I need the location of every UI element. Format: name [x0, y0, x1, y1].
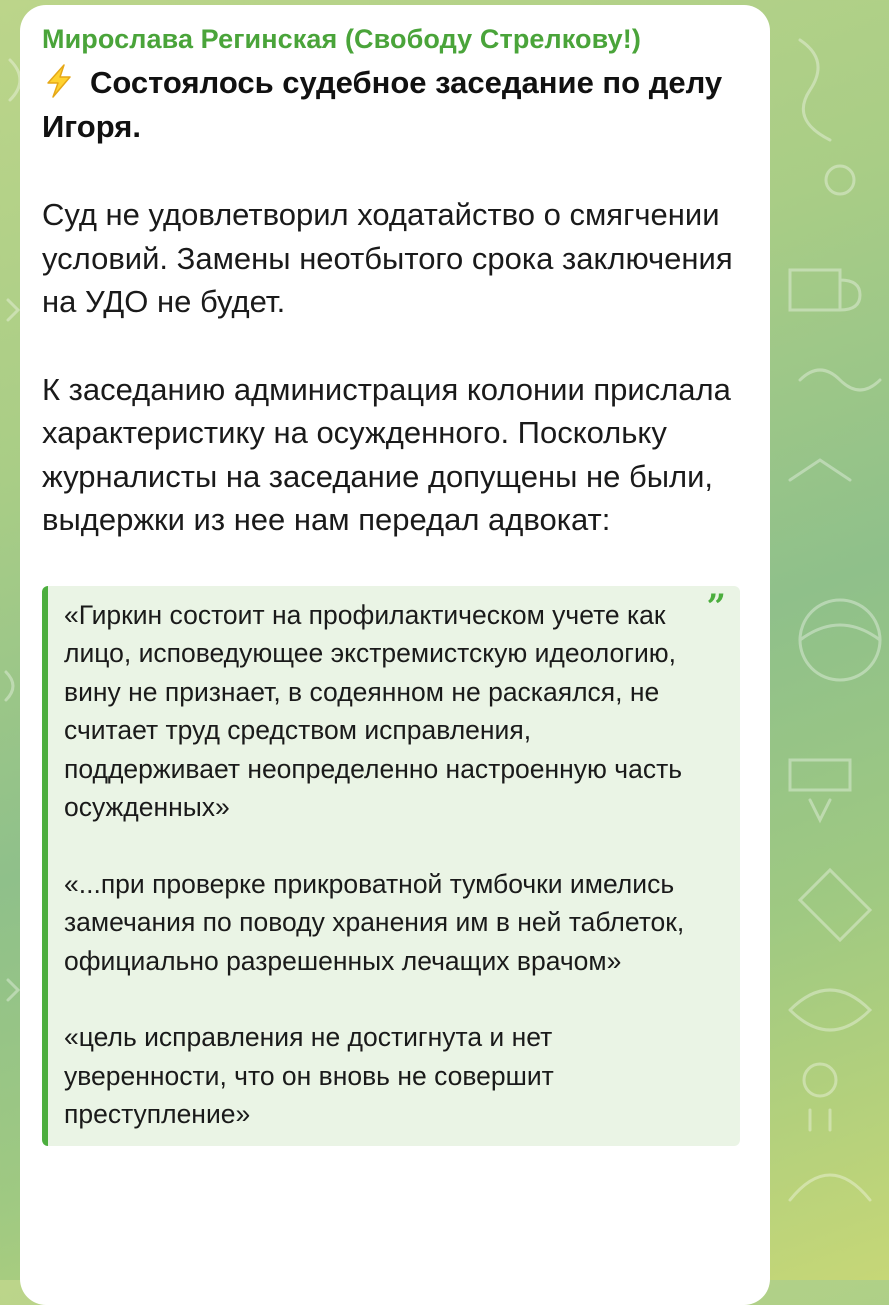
- message-paragraph-2: К заседанию администрация колонии прислала характеристику на осужденного. Поскольку журналисты на заседание допущены не были, выдержки из нее нам передал адвокат:: [42, 371, 731, 537]
- sender-name[interactable]: Мирослава Регинская (Свободу Стрелкову!): [42, 24, 641, 54]
- message-bubble[interactable]: [20, 5, 770, 1305]
- quote-paragraph-1: «Гиркин состоит на профилактическом учете как лицо, исповедующее экстремистскую идеологию, вину не признает, в содеянном не раскаялся, не считает труд средством исправления, поддерживает неопределенно настроенную часть осужденных»: [64, 599, 683, 822]
- lightning-icon: [42, 63, 76, 99]
- quote-icon: ”: [706, 586, 726, 627]
- blockquote: [42, 586, 740, 1146]
- message-paragraph-1: Суд не удовлетворил ходатайство о смягчении условий. Замены неотбытого срока заключения на УДО не будет.: [42, 197, 733, 319]
- message-headline: [42, 61, 746, 149]
- quote-paragraph-3: «цель исправления не достигнута и нет уверенности, что он вновь не совершит преступление»: [64, 1022, 554, 1129]
- headline-text: Состоялось судебное заседание по делу Игоря.: [42, 65, 723, 144]
- quote-paragraph-2: «...при проверке прикроватной тумбочки имелись замечания по поводу хранения им в ней таблеток, официально разрешенных лечащих врачом»: [64, 868, 685, 976]
